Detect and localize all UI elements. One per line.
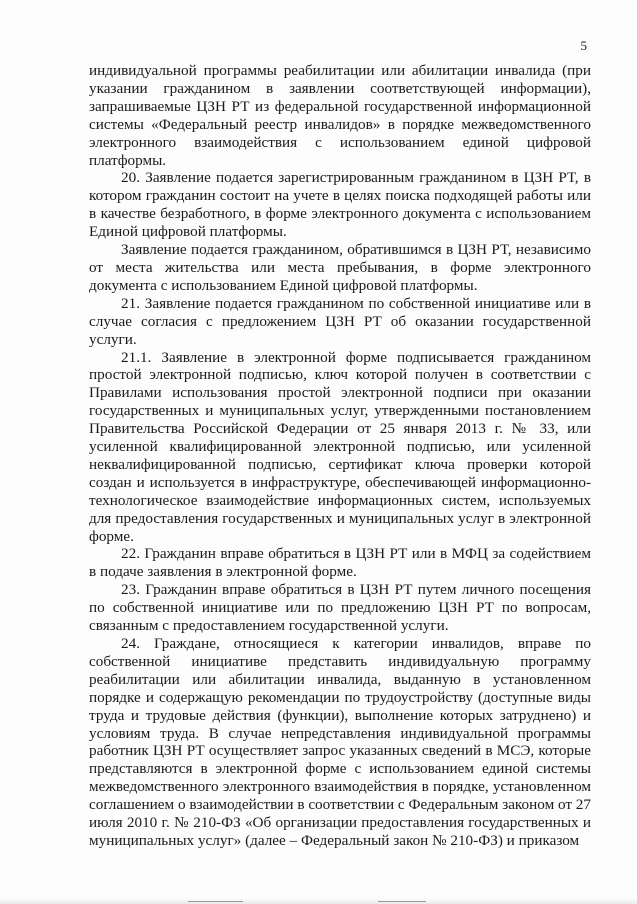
scan-artifact-line — [378, 901, 426, 902]
scan-artifact-line — [188, 901, 243, 902]
scan-bottom-edge — [0, 898, 637, 904]
paragraph-continuation: индивидуальной программы реабилитации или абилитации инвалида (при указании гражданином в заявлении соответствующей информации), запрашиваемые ЦЗН РТ из федеральной государственной информационной системы «Федеральный реестр инвалидов» в порядке межведомственного электронного взаимодействия с использованием единой цифровой платформы. — [89, 62, 591, 169]
paragraph-20-continued: Заявление подается гражданином, обратившимся в ЦЗН РТ, независимо от места жительства или места пребывания, в форме электронного документа с использованием Единой цифровой платформы. — [89, 241, 591, 294]
paragraph-21-1: 21.1. Заявление в электронной форме подписывается гражданином простой электронной подписью, ключ которой получен в соответствии с Правилами использования простой электронной подписи при оказании государственных и муниципальных услуг, утвержденными постановлением Правительства Российской Федерации от 25 января 2013 г. № 33, или усиленной квалифицированной электронной подписью, или усиленной неквалифицированной подписью, сертификат ключа проверки которой создан и используется в инфраструктуре, обеспечивающей информационно-технологическое взаимодействие информационных систем, используемых для предоставления государственных и муниципальных услуг в электронной форме. — [89, 348, 591, 545]
paragraph-24: 24. Граждане, относящиеся к категории инвалидов, вправе по собственной инициативе представить индивидуальную программу реабилитации или абилитации инвалида, выданную в установленном порядке и содержащую рекомендации по трудоустройству (доступные виды труда и трудовые действия (функции), выполнение которых затруднено) и условиям труда. В случае непредставления индивидуальной программы работник ЦЗН РТ осуществляет запрос указанных сведений в МСЭ, которые представляются в электронной форме с использованием единой системы межведомственного электронного взаимодействия в порядке, установленном соглашением о взаимодействии в соответствии с Федеральным законом от 27 июля 2010 г. № 210-ФЗ «Об организации предоставления государственных и муниципальных услуг» (далее – Федеральный закон № 210-ФЗ) и приказом — [89, 635, 591, 849]
paragraph-20: 20. Заявление подается зарегистрированным гражданином в ЦЗН РТ, в котором гражданин состоит на учете в целях поиска подходящей работы или в качестве безработного, в форме электронного документа с использованием Единой цифровой платформы. — [89, 169, 591, 241]
page-number: 5 — [580, 38, 587, 53]
paragraph-21: 21. Заявление подается гражданином по собственной инициативе или в случае согласия с предложением ЦЗН РТ об оказании государственной услуги. — [89, 294, 591, 348]
document-body — [89, 62, 591, 850]
paragraph-23: 23. Гражданин вправе обратиться в ЦЗН РТ путем личного посещения по собственной инициативе или по предложению ЦЗН РТ по вопросам, связанным с предоставлением государственной услуги. — [89, 581, 591, 635]
paragraph-22: 22. Гражданин вправе обратиться в ЦЗН РТ или в МФЦ за содействием в подаче заявления в электронной форме. — [89, 545, 591, 581]
